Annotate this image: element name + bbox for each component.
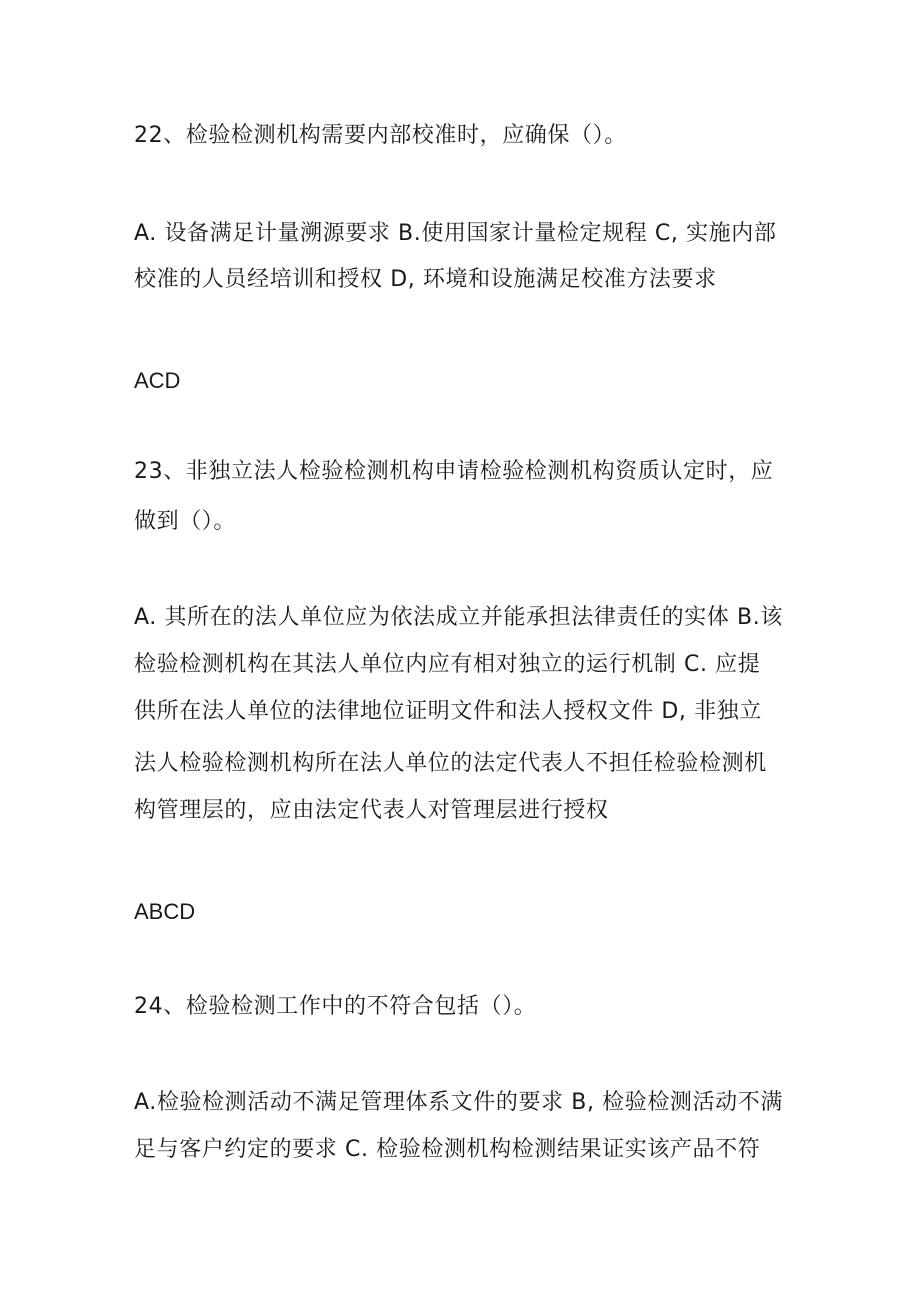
question-23-options-line-5: 构管理层的，应由法定代表人对管理层进行授权 <box>134 798 609 823</box>
question-23-options-line-3: 供所在法人单位的法律地位证明文件和法人授权文件 D, 非独立 <box>134 699 762 724</box>
question-23-text-line-1: 23、非独立法人检验检测机构申请检验检测机构资质认定时，应 <box>134 459 774 484</box>
question-24-text: 24、检验检测工作中的不符合包括（）。 <box>134 994 537 1019</box>
question-23-options-line-2: 检验检测机构在其法人单位内应有相对独立的运行机制 C. 应提 <box>134 652 761 677</box>
question-23-options-line-4: 法人检验检测机构所在法人单位的法定代表人不担任检验检测机 <box>134 751 767 776</box>
question-23-options-line-1: A. 其所在的法人单位应为依法成立并能承担法律责任的实体 B.该 <box>134 605 783 630</box>
question-24-options-line-2: 足与客户约定的要求 C. 检验检测机构检测结果证实该产品不符 <box>134 1137 761 1162</box>
question-22-answer: ACD <box>134 368 181 393</box>
question-24-options-line-1: A.检验检测活动不满足管理体系文件的要求 B, 检验检测活动不满 <box>134 1090 783 1115</box>
question-22-options-line-2: 校准的人员经培训和授权 D, 环境和设施满足校准方法要求 <box>134 267 717 292</box>
question-23-answer: ABCD <box>134 899 196 924</box>
question-23-text-line-2: 做到（）。 <box>134 509 237 534</box>
question-22-options-line-1: A. 设备满足计量溯源要求 B.使用国家计量检定规程 C, 实施内部 <box>134 221 777 246</box>
question-22-text: 22、检验检测机构需要内部校准时，应确保（）。 <box>134 123 627 148</box>
